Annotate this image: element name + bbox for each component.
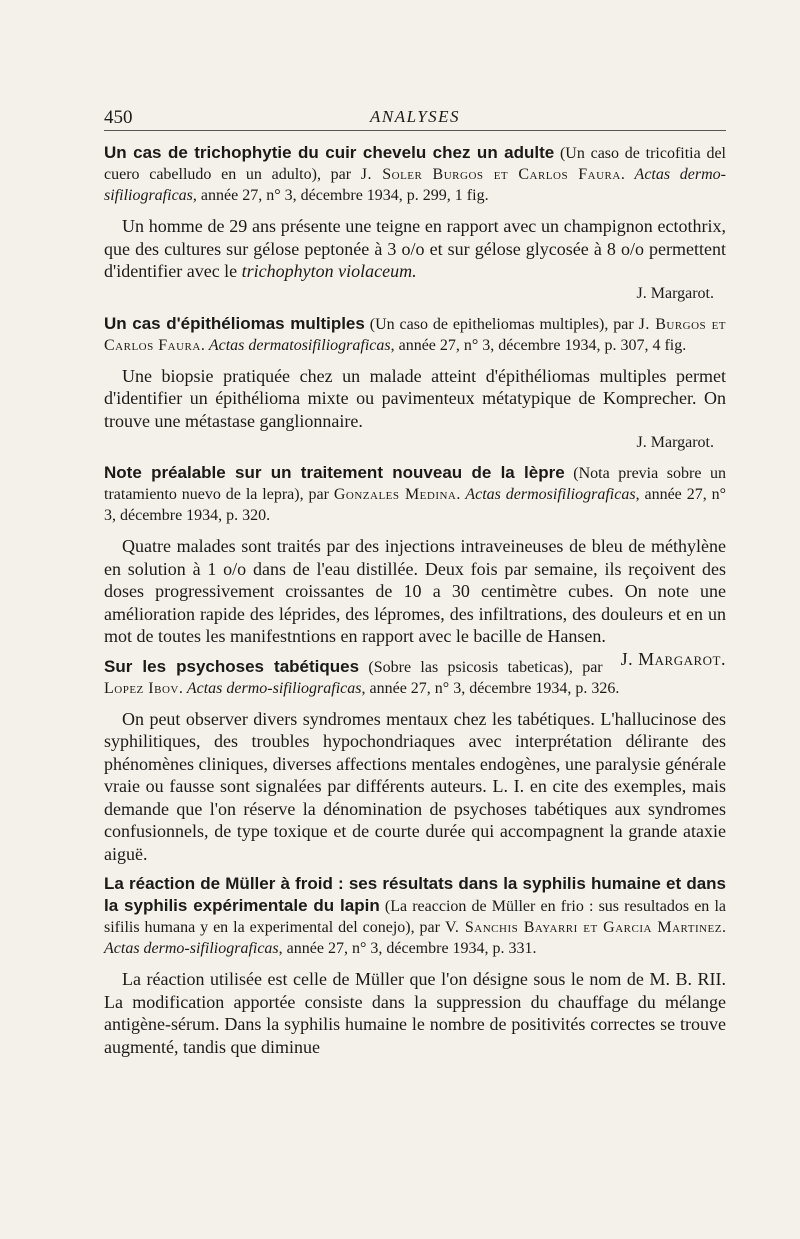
entry-title: Un cas d'épithéliomas multiples	[104, 313, 365, 333]
reference-text: (Un caso de tricofitia del cuero cabelludo en un adulto), par	[104, 145, 726, 183]
entry-journal: Actas dermo-sifiliograficas	[104, 940, 279, 957]
entry-journal: Actas dermatosifiliograficas	[208, 336, 391, 354]
reference-text: (Sobre las psicosis tabeticas), par	[359, 658, 603, 676]
body-text: Un homme de 29 ans présente une teigne en rapport avec un champignon ectothrix, que des cultures sur gélose peptonée à 3 o/o et sur gélose glycosée à 8 o/o permettent d'identifier avec le	[104, 216, 726, 281]
analysis-entry-psychoses	[104, 656, 726, 866]
entry-signature: J. Margarot.	[636, 434, 714, 451]
entry-authors: Gonzales Medina	[333, 486, 457, 503]
page-number: 450	[104, 107, 133, 128]
reference-separator: .	[200, 336, 209, 354]
reference-text: (Nota previa sobre un tratamiento nuevo de la lepra), par	[104, 465, 727, 503]
analyses-content	[104, 142, 726, 1066]
analysis-entry-reaction-muller	[104, 873, 726, 1058]
entry-title: Note préalable sur un traitement nouveau de la lèpre	[104, 463, 565, 482]
reference-details: , année 27, n° 3, décembre 1934, p. 299, 1 fig.	[192, 187, 489, 204]
entry-title: Un cas de trichophytie du cuir chevelu chez un adulte	[104, 143, 555, 162]
entry-title: Sur les psychoses tabétiques	[104, 656, 360, 676]
entry-body: La réaction utilisée est celle de Müller que l'on désigne sous le nom de M. B. RII. La modification apportée consiste dans la suppression du chauffage du mélange antigène-sérum. Dans la syphilis humaine le nombre de positivités correctes se trouve augmenté, tandis que diminue	[104, 969, 726, 1057]
entry-authors: Lopez Ibov	[104, 679, 179, 697]
page-header	[104, 107, 726, 131]
reference-details: , année 27, n° 3, décembre 1934, p. 320.	[104, 486, 727, 524]
entry-authors: V. Sanchis Bayarri et Garcia Martinez	[444, 919, 723, 936]
entry-body	[104, 215, 726, 283]
reference-separator: .	[456, 486, 466, 503]
entry-signature: J. Margarot.	[636, 284, 714, 302]
analysis-entry-epitheliomas	[104, 313, 726, 455]
entry-reference	[104, 873, 726, 959]
reference-separator: .	[722, 919, 727, 936]
entry-signature: J. Margarot.	[620, 648, 726, 669]
reference-text: (La reaccion de Müller en frio : sus resultados en la sifilis humana y en la experimental del conejo), par	[104, 898, 726, 936]
entry-reference	[104, 313, 726, 356]
entry-authors: J. Soler Burgos et Carlos Faura	[360, 166, 621, 183]
entry-body: Une biopsie pratiquée chez un malade atteint d'épithéliomas multiples permet d'identifier un épithélioma mixte ou pavimenteux métatypique de Komprecher. On trouve une métastase ganglionnaire.	[104, 365, 726, 431]
reference-details: , année 27, n° 3, décembre 1934, p. 307, 4 fig.	[390, 336, 687, 354]
entry-journal: Actas dermo-sifiliograficas	[104, 166, 727, 204]
entry-journal: Actas dermosifiliograficas	[465, 486, 636, 503]
body-text: Quatre malades sont traités par des injections intraveineuses de bleu de méthylène en solution à 1 o/o dans de l'eau distillée. Deux fois par semaine, ils reçoivent des doses progressivement croissantes de 10 a 30 centimètre cubes. On note une amélioration rapide des léprides, des lépromes, des infiltrations, des douleurs et en un mot de toutes les manifestntions en rapport avec le bacille de Hansen.	[104, 536, 726, 646]
reference-separator: .	[620, 166, 635, 183]
reference-details: , année 27, n° 3, décembre 1934, p. 326.	[361, 679, 620, 697]
reference-separator: .	[178, 679, 187, 697]
entry-journal: Actas dermo-sifiliograficas	[186, 679, 362, 697]
entry-body: On peut observer divers syndromes mentaux chez les tabétiques. L'hallucinose des syphilitiques, des troubles hypochondriaques avec interprétation délirante des phénomènes cliniques, diverses affections mentales endogènes, une paralysie générale vraie ou fausse sont signalées par différents auteurs. L. I. en cite des exemples, mais demande que l'on réserve la dénomination de psychoses tabétiques aux syndromes confusionnels, de type toxique et de courte durée qui accompagnent la grande ataxie aiguë.	[104, 708, 726, 864]
reference-text: (Un caso de epitheliomas multiples), par	[364, 315, 639, 333]
analysis-entry-trichophytie	[104, 142, 726, 305]
entry-title: La réaction de Müller à froid : ses résultats dans la syphilis humaine et dans la syphilis expérimentale du lapin	[104, 874, 726, 915]
entry-reference	[104, 142, 726, 206]
reference-details: , année 27, n° 3, décembre 1934, p. 331.	[278, 940, 537, 957]
header-rule	[104, 130, 726, 131]
entry-reference	[104, 462, 726, 526]
species-name: trichophyton violaceum.	[241, 261, 417, 281]
entry-authors: J. Burgos et Carlos Faura	[104, 315, 727, 354]
running-head: ANALYSES	[369, 107, 461, 126]
